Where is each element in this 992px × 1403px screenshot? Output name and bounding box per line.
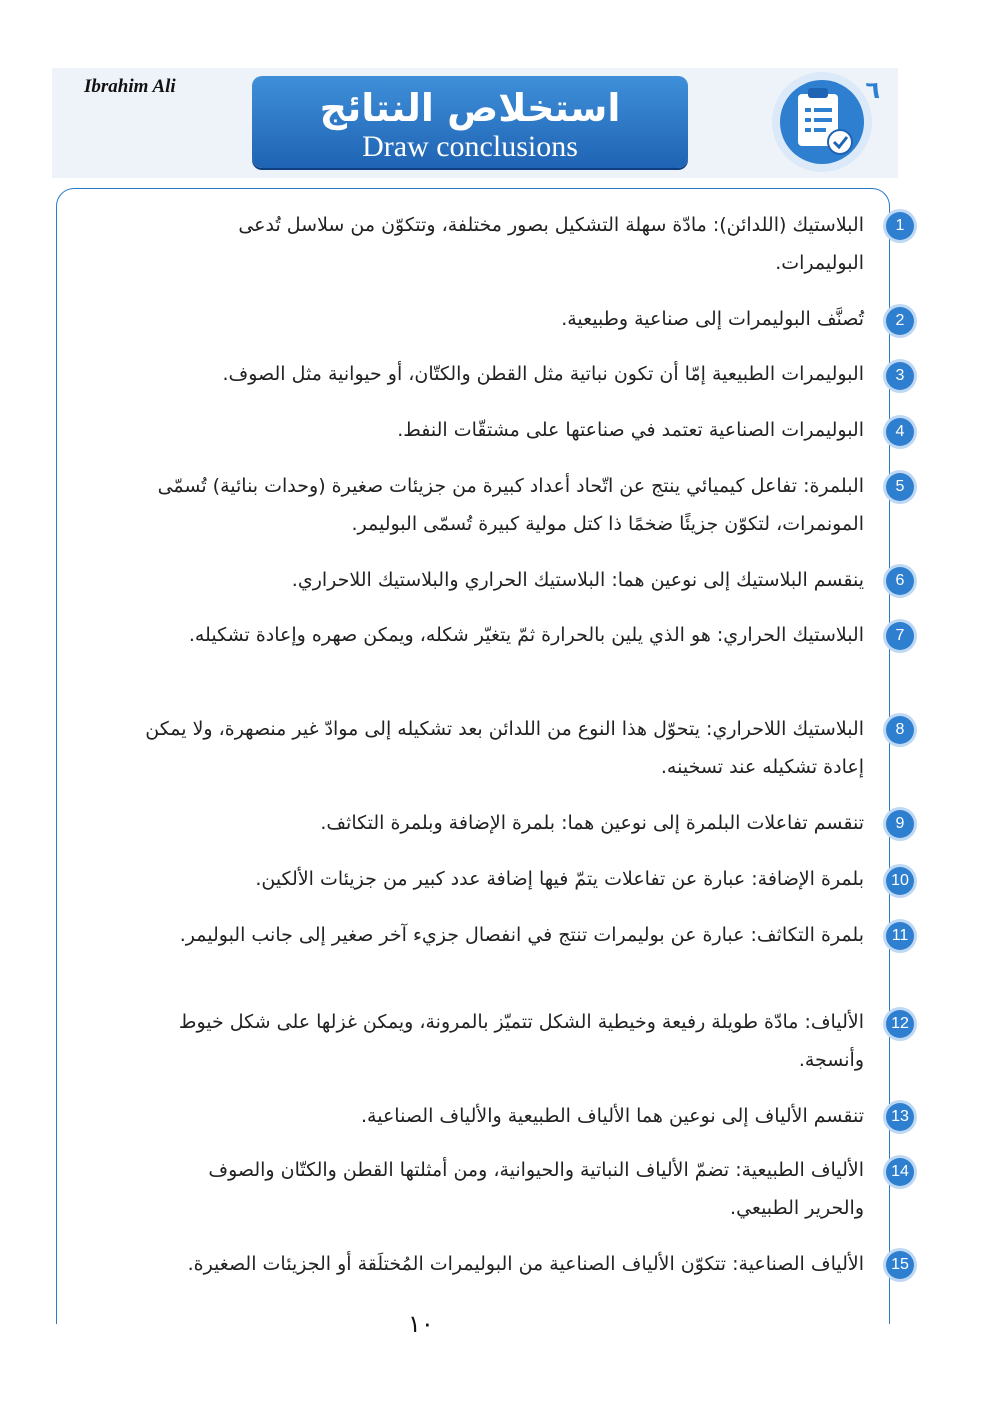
conclusion-item: الألياف الصناعية: تتكوّن الألياف الصناعية من البوليمرات المُختلَقة أو الجزيئات الصغيرة. xyxy=(187,1253,864,1275)
conclusion-item: ينقسم البلاستيك إلى نوعين هما: البلاستيك الحراري والبلاستيك اللاحراري. xyxy=(291,569,864,591)
conclusion-item: بلمرة الإضافة: عبارة عن تفاعلات يتمّ فيها إضافة عدد كبير من جزيئات الألكين. xyxy=(255,868,864,890)
page-number: ١٠ xyxy=(408,1310,434,1338)
item-number: 1 xyxy=(886,212,914,240)
item-number: 8 xyxy=(886,716,914,744)
item-number: 14 xyxy=(886,1158,914,1186)
conclusion-item: البوليمرات الصناعية تعتمد في صناعتها على مشتقّات النفط. xyxy=(397,419,864,441)
conclusion-item: البلمرة: تفاعل كيميائي ينتج عن اتّحاد أعداد كبيرة من جزيئات صغيرة (وحدات بنائية) تُسمّى المونمرات، لتكوّن جزيئًا ضخمًا ذا كتل مولية كبيرة تُسمّى البوليمر. xyxy=(157,475,864,535)
conclusion-item: البلاستيك الحراري: هو الذي يلين بالحرارة ثمّ يتغيّر شكله، ويمكن صهره وإعادة تشكيله. xyxy=(188,624,864,646)
section-title-english: Draw conclusions xyxy=(362,130,578,163)
section-badge-number: ٦ xyxy=(865,76,880,104)
item-number: 12 xyxy=(886,1010,914,1038)
conclusion-item: الألياف: مادّة طويلة رفيعة وخيطية الشكل تتميّز بالمرونة، ويمكن غزلها على شكل خيوط وأنسجة. xyxy=(178,1011,864,1071)
item-number: 6 xyxy=(886,567,914,595)
item-number: 4 xyxy=(886,418,914,446)
conclusion-item: بلمرة التكاثف: عبارة عن بوليمرات تنتج في انفصال جزيء آخر صغير إلى جانب البوليمر. xyxy=(179,924,864,946)
item-number: 15 xyxy=(886,1251,914,1279)
item-number: 9 xyxy=(886,810,914,838)
section-title-box xyxy=(252,76,688,168)
conclusion-item: تنقسم تفاعلات البلمرة إلى نوعين هما: بلمرة الإضافة وبلمرة التكاثف. xyxy=(320,812,864,834)
item-number: 13 xyxy=(886,1103,914,1131)
item-number: 11 xyxy=(886,922,914,950)
item-number: 5 xyxy=(886,473,914,501)
section-badge xyxy=(758,70,886,174)
conclusion-item: الألياف الطبيعية: تضمّ الألياف النباتية والحيوانية، ومن أمثلتها القطن والكتّان والصوف والحرير الطبيعي. xyxy=(208,1159,864,1219)
item-number: 7 xyxy=(886,622,914,650)
conclusion-item: تنقسم الألياف إلى نوعين هما الألياف الطبيعية والألياف الصناعية. xyxy=(361,1105,864,1127)
item-number: 2 xyxy=(886,307,914,335)
author-name: Ibrahim Ali xyxy=(84,76,176,97)
conclusion-item: البلاستيك اللاحراري: يتحوّل هذا النوع من اللدائن بعد تشكيله إلى موادّ غير منصهرة، ولا يمكن إعادة تشكيله عند تسخينه. xyxy=(145,718,864,778)
conclusion-item: البوليمرات الطبيعية إمّا أن تكون نباتية مثل القطن والكتّان، أو حيوانية مثل الصوف. xyxy=(222,363,864,385)
conclusion-item: البلاستيك (اللدائن): مادّة سهلة التشكيل بصور مختلفة، وتتكوّن من سلاسل تُدعى البوليمرات. xyxy=(238,214,864,274)
section-title-arabic: استخلاص النتائج xyxy=(319,86,621,130)
conclusion-item: تُصنَّف البوليمرات إلى صناعية وطبيعية. xyxy=(561,308,864,330)
item-number: 10 xyxy=(886,867,914,895)
item-number: 3 xyxy=(886,362,914,390)
